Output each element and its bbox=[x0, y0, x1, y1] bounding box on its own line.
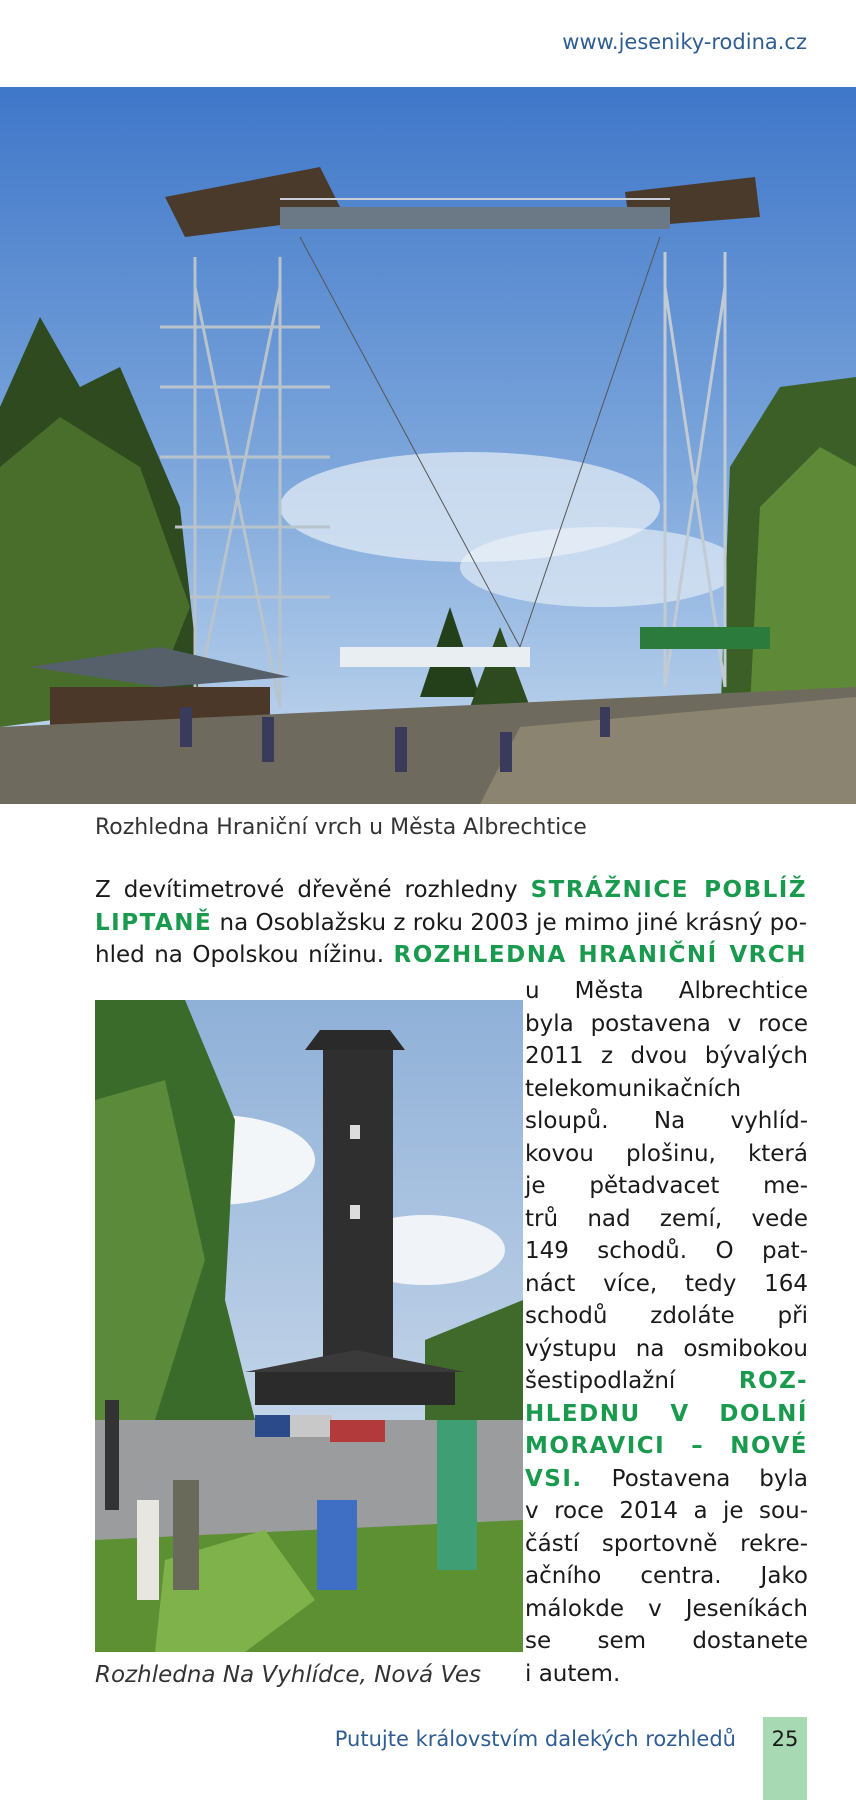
highlight-strážnice: STRÁŽNICE POBLÍŽ bbox=[530, 877, 807, 903]
highlight-hraniční-vrch: ROZHLEDNA HRANIČNÍ VRCH bbox=[393, 942, 808, 968]
text-line: částí sportovně rekre- bbox=[525, 1530, 808, 1557]
text-line bbox=[95, 939, 807, 972]
right-column-paragraph bbox=[525, 975, 808, 1690]
text-line: v roce 2014 a je sou- bbox=[525, 1498, 808, 1524]
text-line: náct více, tedy 164 bbox=[525, 1270, 808, 1297]
text-line: výstupu na osmibokou bbox=[525, 1335, 808, 1362]
footer-title: Putujte královstvím dalekých rozhledů bbox=[334, 1727, 736, 1751]
page-number: 25 bbox=[771, 1727, 799, 1751]
text-line bbox=[95, 907, 807, 940]
text-line: ačního centra. Jako bbox=[525, 1563, 808, 1589]
text-line: telekomunikačních bbox=[525, 1075, 742, 1102]
text-line bbox=[95, 874, 807, 907]
text-line: schodů zdoláte při bbox=[525, 1303, 808, 1329]
text-line: kovou plošinu, která bbox=[525, 1140, 808, 1167]
top-photo-caption: Rozhledna Hraniční vrch u Města Albrechtice bbox=[95, 815, 587, 840]
text-line: i autem. bbox=[525, 1660, 621, 1687]
highlight-rozhledna-dolni-moravice: ROZ- bbox=[738, 1368, 808, 1394]
text-line bbox=[525, 1365, 808, 1398]
text-line: trů nad zemí, vede bbox=[525, 1205, 808, 1232]
intro-paragraph bbox=[95, 874, 807, 972]
text-line bbox=[525, 1463, 808, 1496]
text-span: šestipodlažní bbox=[525, 1368, 739, 1394]
text-line: u Města Albrechtice bbox=[525, 978, 808, 1004]
text-line: 149 schodů. O pat- bbox=[525, 1238, 808, 1264]
page-number-box bbox=[763, 1717, 807, 1800]
text-span: Z devítimetrové dřevěné rozhledny bbox=[95, 877, 531, 903]
text-line: se sem dostanete bbox=[525, 1628, 808, 1654]
highlight-rozhledna-dolni-moravice: MORAVICI – NOVÉ bbox=[525, 1433, 808, 1459]
hero-photo bbox=[0, 87, 856, 804]
site-url: www.jeseniky-rodina.cz bbox=[562, 30, 807, 54]
highlight-rozhledna-dolni-moravice: VSI. bbox=[525, 1465, 583, 1492]
highlight-rozhledna-dolni-moravice: HLEDNU V DOLNÍ bbox=[525, 1400, 808, 1427]
text-line: 2011 z dvou bývalých bbox=[525, 1043, 808, 1069]
text-span: hled na Opolskou nížinu. bbox=[95, 942, 394, 968]
text-span: na Osoblažsku z roku 2003 je mimo jiné krásný po- bbox=[212, 909, 808, 936]
tower-photo bbox=[95, 1000, 523, 1652]
highlight-liptaně: LIPTANĚ bbox=[95, 909, 213, 936]
text-line: málokde v Jeseníkách bbox=[525, 1595, 808, 1622]
tower-photo-caption: Rozhledna Na Vyhlídce, Nová Ves bbox=[95, 1662, 481, 1688]
text-span: Postavena byla bbox=[582, 1465, 808, 1492]
text-line: byla postavena v roce bbox=[525, 1010, 808, 1037]
text-line: sloupů. Na vyhlíd- bbox=[525, 1108, 808, 1134]
text-line: je pětadvacet me- bbox=[525, 1173, 808, 1199]
